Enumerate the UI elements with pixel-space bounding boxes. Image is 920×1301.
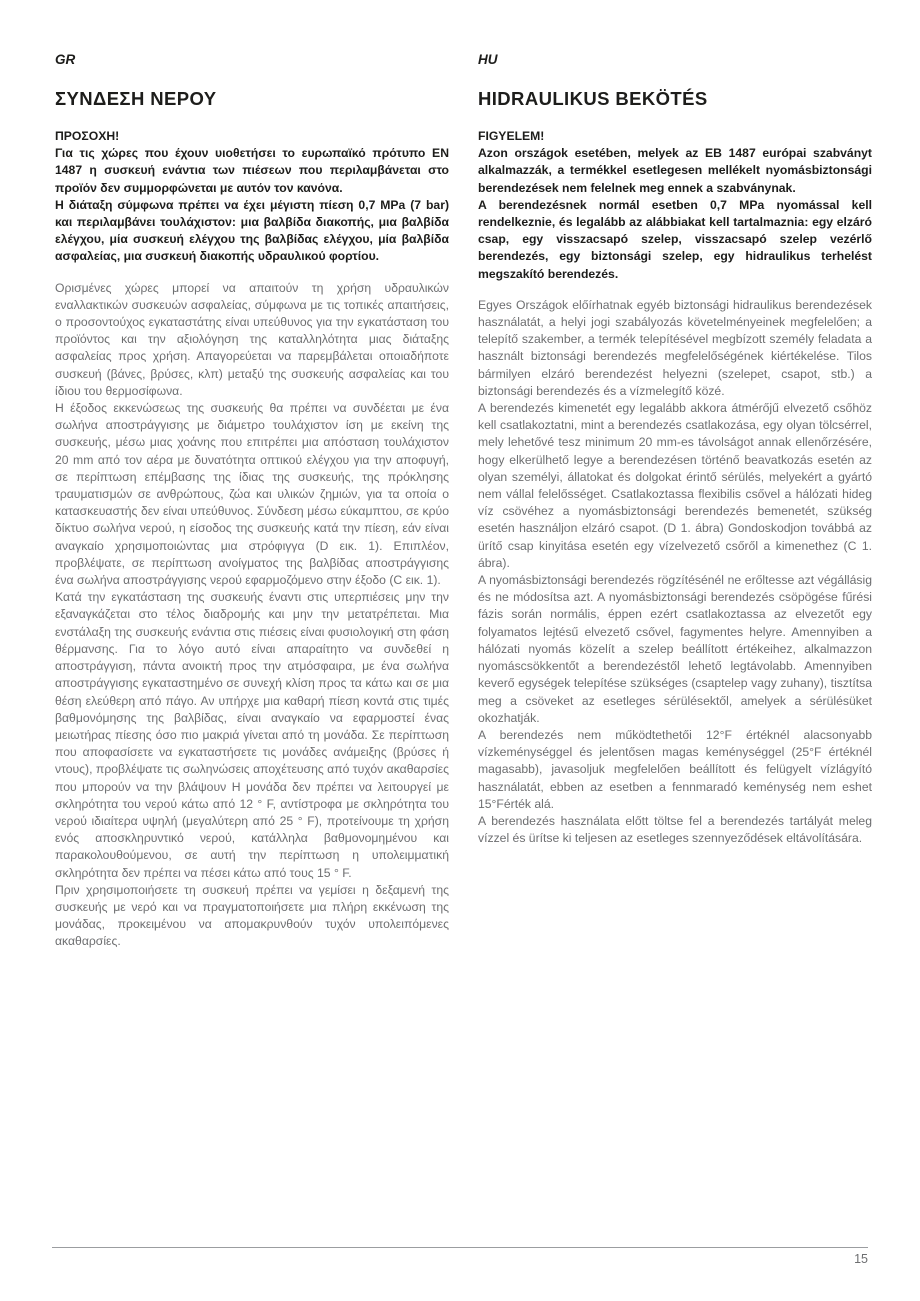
- warning-paragraph: Η διάταξη σύμφωνα πρέπει να έχει μέγιστη πίεση 0,7 MPa (7 bar) και περιλαμβάνει τουλάχιστον: μια βαλβίδα διακοπής, μια βαλβίδα ελέγχου, μία συσκευή ελέγχου της βαλβίδας ελέγχου, μία βαλβίδα ασφαλείας, μια συσκευή διακοπής υδραυλικού φορτίου.: [55, 197, 449, 264]
- body-paragraph: A berendezés használata előtt töltse fel a berendezés tartályát meleg vízzel és ürítse ki teljesen az esetleges szennyeződések eltávolítására.: [478, 813, 872, 846]
- body-paragraph: A berendezés nem működtethetői 12°F értéknél alacsonyabb vízkeménységgel és jelentősen magas keménységgel (25°F értéknél magasabb), javasoljuk megfelelően beállított és felügyelt vízlágyító használatát, ebben az esetben a fennmaradó keménység nem eshet 15°Férték alá.: [478, 727, 872, 811]
- body-text-gr: [55, 280, 449, 951]
- column-hungarian: [478, 52, 872, 847]
- body-paragraph: A nyomásbiztonsági berendezés rögzítésénél ne erőltesse azt végállásig és ne módosítsa azt. A nyomásbiztonsági berendezés csöpögése fűrési fázis során normális, éppen ezért csatlakoztassa az elvezetőt egy folyamatos lejtésű elvezető csővel, fagymentes helyre. Amennyiben a hálózati nyomás közelít a szelep beállított értékeihez, alkalmazzon nyomáscsökkentőt a berendezéstől lehető legtávolabb. Amennyiben keverő egységek telepítése szükséges (csaptelep vagy zuhany), tisztítsa meg a csöveket az esetleges sérülésektől, amelyek a sérülésüket okozhatják.: [478, 573, 872, 725]
- column-greek: [55, 52, 449, 951]
- page-number: 15: [854, 1252, 868, 1266]
- warning-paragraph: Azon országok esetében, melyek az EB 1487 európai szabványt alkalmazzák, a termékkel esetlegesen mellékelt nyomásbiztonsági berendezések nem felelnek meg ennek a szabványnak.: [478, 146, 872, 195]
- body-paragraph: Η έξοδος εκκενώσεως της συσκευής θα πρέπει να συνδέεται με ένα σωλήνα αποστράγγισης με διάμετρο τουλάχιστον ίση με εκείνη της συσκευής, μέσω μιας χοάνης που επιτρέπει μια απόσταση τουλάχιστον 20 mm από τον αέρα με δυνατότητα οπτικού ελέγχου για την αποφυγή, σε περίπτωση επέμβασης της ίδιας της συσκευής, της πρόκλησης τραυματισμών σε ανθρώπους, ζώα και υλικών ζημιών, για τα οποία ο κατασκευαστής δεν είναι υπεύθυνος. Σύνδεση μέσω εύκαμπτου, σε κρύο δίκτυο σωλήνα νερού, η είσοδος της συσκευής κατά την πίεση, εάν είναι αναγκαίο χρησιμοποιώντας μια στρόφιγγα (D εικ. 1). Επιπλέον, προβλέψατε, σε περίπτωση ανοίγματος της βαλβίδας αποστράγγισης ένα σωλήνα αποστράγγισης νερού εφαρμοζόμενο στην έξοδο (C εικ. 1).: [55, 401, 449, 588]
- warning-label-gr: ΠΡΟΣΟΧΗ!: [55, 129, 120, 143]
- language-label-gr: GR: [55, 52, 76, 67]
- warning-label-hu: FIGYELEM!: [478, 129, 545, 143]
- language-label-hu: HU: [478, 52, 498, 67]
- section-title-gr: ΣΥΝΔΕΣΗ ΝΕΡΟΥ: [55, 88, 217, 109]
- body-paragraph: Πριν χρησιμοποιήσετε τη συσκευή πρέπει να γεμίσει η δεξαμενή της συσκευής με νερό και να πραγματοποιήσετε μια πλήρη εκκένωση της μονάδας, προκειμένου να απομακρυνθούν τυχόν υπολειπόμενες ακαθαρσίες.: [55, 882, 449, 949]
- body-paragraph: Egyes Országok előírhatnak egyéb biztonsági hidraulikus berendezések használatát, a helyi jogi szabályozás követelményeinek megfelelően; a telepítő szakember, a termék telepítésével megbízott személy feladata a használt biztonsági berendezés megfelelőségének kiértékelése. Tilos bármilyen elzáró berendezést helyezni (szelepet, csapot, stb.) a biztonsági berendezés és a vízmelegítő közé.: [478, 297, 872, 398]
- body-paragraph: Κατά την εγκατάσταση της συσκευής έναντι στις υπερπιέσεις μην την εξαναγκάζεται στο τέλος διαδρομής και μην την μετατρέπεται. Μια ενστάλαξη της συσκευής ενάντια στις πιέσεις είναι φυσιολογική στη φάση θέρμανσης. Για το λόγο αυτό είναι απαραίτητο να συνδεθεί η αποστράγγιση, πάντα ανοικτή προς την ατμόσφαιρα, με ένα σωλήνα αποστράγγισης εγκαταστημένο σε συνεχή κλίση προς τα κάτω και σε μια θέση ελεύθερη από πάγο. Αν υπήρχε μια καθαρή πίεση κοντά στις τιμές βαθμονόμησης της βαλβίδας, είναι αναγκαίο να εφαρμοστεί ένας μειωτήρας πίεσης όσο πιο μακριά γίνεται από τη μονάδα. Σε περίπτωση που αποφασίσετε να εγκαταστήσετε τις μονάδες ανάμειξης (βρύσες ή ντους), προβλέψατε τις σωληνώσεις αποχέτευσης από τυχόν ακαθαρσίες που μπορούν να την βλάψουν Η μονάδα δεν πρέπει να λειτουργεί με σκληρότητα του νερού κάτω από 12 ° F, αντίστροφα με σκληρότητα του νερού ιδιαίτερα υψηλή (μεγαλύτερη από 25 ° F), προτείνουμε τη χρήση ενός αποσκληρυντικό νερού, κατάλληλα βαθμονομημένου και παρακολουθούμενου, σε αυτή την περίπτωση η υπολειμματική σκληρότητα δεν πρέπει να πέσει κάτω από τους 15 ° F.: [55, 590, 449, 880]
- body-text-hu: [478, 297, 872, 848]
- section-title-hu: HIDRAULIKUS BEKÖTÉS: [478, 88, 708, 109]
- footer-rule: [52, 1247, 868, 1248]
- body-paragraph: A berendezés kimenetét egy legalább akkora átmérőjű elvezető csőhöz kell csatlakoztatni, mint a berendezés csatlakozása, egy olyan tölcsérrel, mely lehetővé tesz minimum 20 mm-es távolságot annak ellenőrzésére, hogy elkerülhető legye a berendezésen történő beavatkozás esetén az olyan személyi, állatokat és dolgokat érintő sérülés, melyekért a gyártó nem vállal felelősséget. Csatlakoztassa flexibilis csővel a hálózati hideg víz csövéhez a nyomásbiztonsági berendezés bemenetét, szükség esetén használjon elzáró csapot. (D 1. ábra) Gondoskodjon továbbá az ürítő csap kinyitása esetén egy vízelvezető csőről a kimenethez (C 1. ábra).: [478, 401, 872, 570]
- warning-block-gr: [55, 128, 449, 266]
- body-paragraph: Ορισμένες χώρες μπορεί να απαιτούν τη χρήση υδραυλικών εναλλακτικών συσκευών ασφαλείας, σύμφωνα με τις τοπικές απαιτήσεις, ο προσοντούχος εγκαταστάτης είναι υπεύθυνος για την εγκατάσταση του προϊόντος και την αξιολόγηση της καταλληλότητα μιας διάταξης ασφαλείας προς χρήση. Απαγορεύεται να παρεμβάλεται οποιαδήποτε συσκευή (βάνες, βρύσες, κλπ) μεταξύ της συσκευής ασφαλείας και του ίδιου του θερμοσίφωνα.: [55, 280, 449, 398]
- warning-block-hu: [478, 128, 872, 283]
- warning-paragraph: Για τις χώρες που έχουν υιοθετήσει το ευρωπαϊκό πρότυπο EN 1487 η συσκευή ενάντια των πιέσεων που περιλαμβάνεται στο προϊόν δεν συμμορφώνεται με αυτόν τον κανόνα.: [55, 146, 449, 195]
- warning-paragraph: A berendezésnek normál esetben 0,7 MPa nyomással kell rendelkeznie, és legalább az alábbiakat kell tartalmaznia: egy elzáró csap, egy visszacsapó szelep, visszacsapó szelep vezérlő berendezés, egy biztonsági szelep, egy hidraulikus terhelést megszakító berendezés.: [478, 197, 872, 281]
